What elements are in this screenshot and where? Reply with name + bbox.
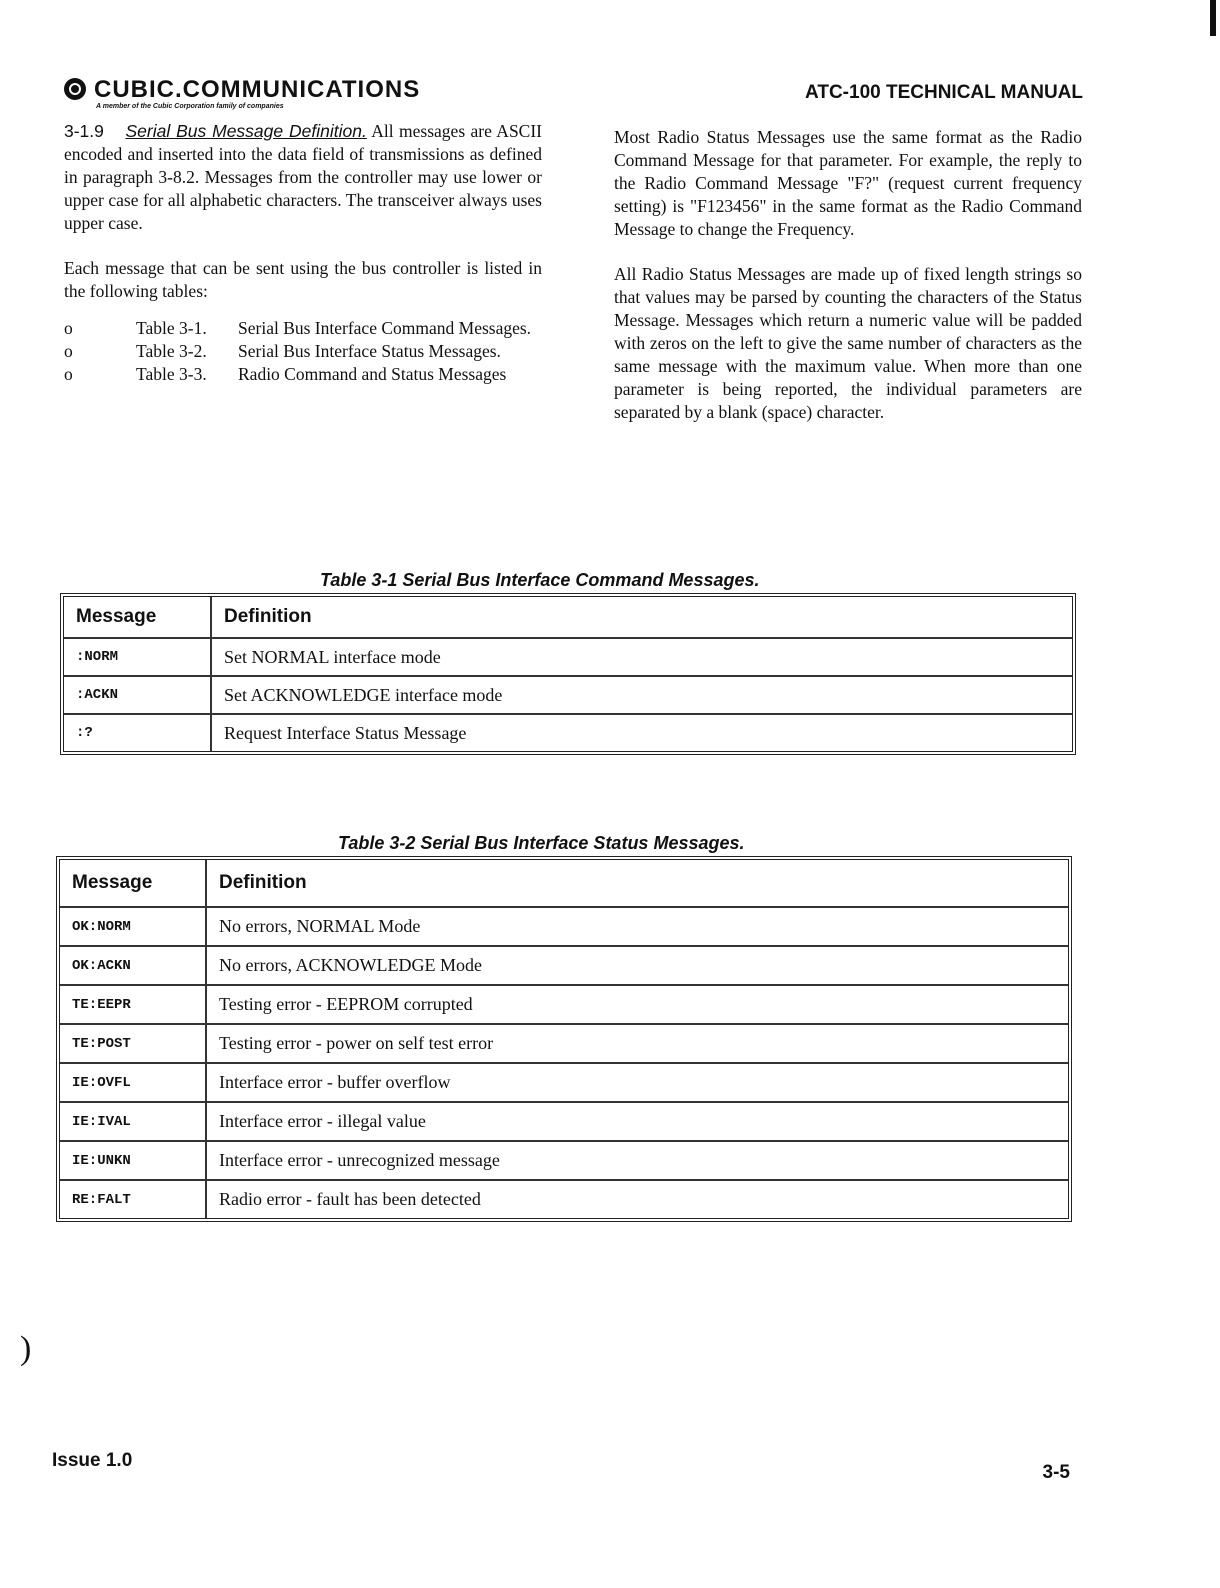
definition-cell: Radio error - fault has been detected bbox=[219, 1189, 481, 1209]
manual-title: ATC-100 TECHNICAL MANUAL bbox=[805, 82, 1083, 103]
column-header-message: Message bbox=[64, 597, 211, 638]
table-row bbox=[60, 1024, 1068, 1063]
definition-cell: No errors, NORMAL Mode bbox=[206, 907, 1068, 946]
table-row bbox=[64, 638, 1072, 676]
table-row bbox=[60, 1102, 1068, 1141]
list-item bbox=[64, 363, 542, 386]
table-row bbox=[64, 676, 1072, 714]
table-header-row bbox=[64, 597, 1072, 638]
list-text: Radio Command and Status Messages bbox=[238, 364, 507, 384]
section-title: Serial Bus Message Definition. bbox=[125, 121, 367, 141]
list-text: Serial Bus Interface Status Messages. bbox=[238, 341, 501, 361]
page-number: 3-5 bbox=[1042, 1462, 1070, 1483]
message-cell: OK:ACKN bbox=[60, 946, 206, 985]
cubic-logo-icon bbox=[64, 78, 86, 100]
issue-label: Issue 1.0 bbox=[52, 1450, 133, 1471]
section-number: 3-1.9 bbox=[64, 121, 104, 141]
list-ref: Table 3-2. bbox=[136, 341, 207, 361]
table-row bbox=[60, 1180, 1068, 1218]
definition-cell: Interface error - buffer overflow bbox=[206, 1063, 1068, 1102]
table1-caption: Table 3-1 Serial Bus Interface Command Messages. bbox=[320, 570, 760, 590]
table-header-row bbox=[60, 860, 1068, 907]
company-name: CUBIC.COMMUNICATIONS bbox=[94, 76, 421, 103]
section-paragraph bbox=[64, 120, 542, 235]
column-header-message: Message bbox=[60, 860, 206, 907]
fixed-length-paragraph: All Radio Status Messages are made up of fixed length strings so that values may be parsed by counting the characters of the Status Message. Messages which return a numeric value will be padded with zeros on the left to give the same number of characters as the same message with the maximum value. When more than one parameter is being reported, the individual parameters are separated by a blank (space) character. bbox=[614, 264, 1082, 422]
scan-edge-mark bbox=[1210, 0, 1216, 36]
table-row bbox=[60, 1063, 1068, 1102]
table-row bbox=[60, 985, 1068, 1024]
table-row bbox=[60, 1141, 1068, 1180]
column-header-definition: Definition bbox=[211, 597, 1072, 638]
list-item bbox=[64, 340, 542, 363]
list-bullet: o bbox=[64, 318, 73, 338]
tables-intro: Each message that can be sent using the bus controller is listed in the following tables: bbox=[64, 258, 542, 301]
definition-cell: Set NORMAL interface mode bbox=[211, 638, 1072, 676]
table-row bbox=[64, 714, 1072, 751]
list-bullet: o bbox=[64, 364, 73, 384]
section-body: All messages are ASCII encoded and inserted into the data field of transmissions as defined in paragraph 3-8.2. Messages from the controller may use lower or upper case for all alphabetic characters. The transceiver always uses upper case. bbox=[64, 121, 543, 233]
list-item bbox=[64, 317, 542, 340]
column-header-definition: Definition bbox=[206, 860, 1068, 907]
message-cell: :? bbox=[64, 714, 211, 751]
message-cell: :ACKN bbox=[64, 676, 211, 714]
message-cell: OK:NORM bbox=[60, 907, 206, 946]
definition-cell: Interface error - unrecognized message bbox=[206, 1141, 1068, 1180]
list-bullet: o bbox=[64, 341, 73, 361]
list-text: Serial Bus Interface Command Messages. bbox=[238, 318, 532, 338]
message-cell: TE:EEPR bbox=[60, 985, 206, 1024]
status-format-paragraph: Most Radio Status Messages use the same format as the Radio Command Message for that parameter. For example, the reply to the Radio Command Message "F?" (request current frequency setting) is "F123456" in the same format as the Radio Command Message to change the Frequency. bbox=[614, 127, 1082, 239]
definition-cell: No errors, ACKNOWLEDGE Mode bbox=[206, 946, 1068, 985]
table-row bbox=[60, 946, 1068, 985]
definition-cell: Request Interface Status Message bbox=[224, 722, 467, 743]
definition-cell: Testing error - power on self test error bbox=[206, 1024, 1068, 1063]
left-column bbox=[64, 120, 542, 386]
message-cell: IE:IVAL bbox=[60, 1102, 206, 1141]
right-column bbox=[614, 126, 1082, 424]
table-row bbox=[60, 907, 1068, 946]
list-ref: Table 3-3. bbox=[136, 364, 207, 384]
message-cell: TE:POST bbox=[60, 1024, 206, 1063]
definition-cell: Set ACKNOWLEDGE interface mode bbox=[211, 676, 1072, 714]
table1 bbox=[60, 593, 1076, 755]
table2-caption: Table 3-2 Serial Bus Interface Status Messages. bbox=[338, 833, 745, 853]
message-cell: :NORM bbox=[64, 638, 211, 676]
scan-artifact-paren: ) bbox=[20, 1330, 32, 1367]
list-ref: Table 3-1. bbox=[136, 318, 207, 338]
company-tagline: A member of the Cubic Corporation family of companies bbox=[96, 103, 284, 110]
message-cell: RE:FALT bbox=[60, 1180, 206, 1218]
message-cell: IE:OVFL bbox=[60, 1063, 206, 1102]
message-cell: IE:UNKN bbox=[60, 1141, 206, 1180]
table-list bbox=[64, 317, 542, 386]
table2 bbox=[56, 856, 1072, 1222]
definition-cell: Interface error - illegal value bbox=[206, 1102, 1068, 1141]
definition-cell: Testing error - EEPROM corrupted bbox=[206, 985, 1068, 1024]
